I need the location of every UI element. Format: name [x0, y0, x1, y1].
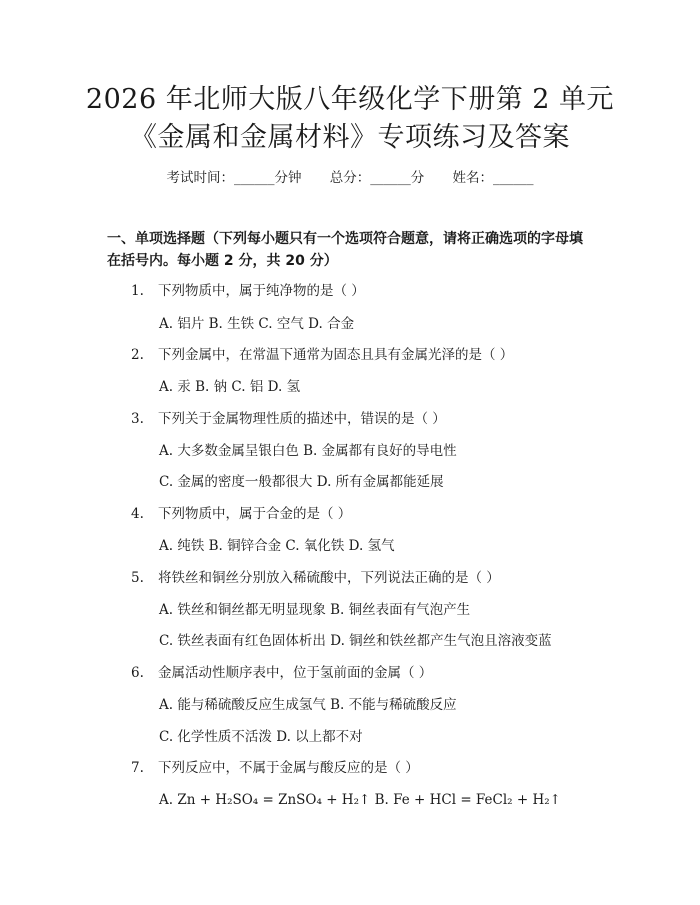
question-4-options: A. 纯铁 B. 铜锌合金 C. 氧化铁 D. 氢气	[159, 538, 395, 554]
total-score-field: 总分：______分	[329, 170, 425, 186]
question-text: 下列物质中，属于合金的是（ ）	[158, 506, 352, 522]
question-1-options: A. 铝片 B. 生铁 C. 空气 D. 合金	[159, 316, 355, 332]
question-number: 6.	[131, 665, 144, 681]
question-2	[131, 345, 513, 365]
question-3-options-line-2: C. 金属的密度一般都很大 D. 所有金属都能延展	[159, 474, 444, 490]
question-3-options-line-1: A. 大多数金属呈银白色 B. 金属都有良好的导电性	[159, 443, 457, 459]
question-3	[131, 409, 446, 429]
question-number: 4.	[131, 506, 144, 522]
question-number: 3.	[131, 411, 144, 427]
exam-meta	[0, 168, 700, 188]
section-heading: 一、单项选择题（下列每小题只有一个选项符合题意，请将正确选项的字母填在括号内。每小题 2 分，共 20 分）	[107, 231, 583, 269]
question-text: 下列物质中，属于纯净物的是（ ）	[158, 283, 365, 299]
question-2-options: A. 汞 B. 钠 C. 铝 D. 氢	[159, 379, 301, 395]
question-6-options-line-2: C. 化学性质不活泼 D. 以上都不对	[159, 729, 363, 745]
question-number: 5.	[131, 570, 144, 586]
question-text: 金属活动性顺序表中，位于氢前面的金属（ ）	[158, 665, 433, 681]
student-name-field: 姓名：______	[452, 170, 534, 186]
question-text: 下列反应中，不属于金属与酸反应的是（ ）	[158, 760, 419, 776]
question-7-options: A. Zn + H₂SO₄ = ZnSO₄ + H₂↑ B. Fe + HCl = FeCl₂ + H₂↑	[159, 792, 561, 808]
question-number: 2.	[131, 347, 144, 363]
question-text: 将铁丝和铜丝分别放入稀硫酸中，下列说法正确的是（ ）	[158, 570, 500, 586]
question-text: 下列金属中，在常温下通常为固态且具有金属光泽的是（ ）	[158, 347, 514, 363]
question-6-options-line-1: A. 能与稀硫酸反应生成氢气 B. 不能与稀硫酸反应	[159, 697, 457, 713]
page-title-line-1: 2026 年北师大版八年级化学下册第 2 单元	[85, 84, 615, 115]
question-number: 1.	[131, 283, 144, 299]
question-6	[131, 663, 432, 683]
question-7	[131, 758, 419, 778]
question-4	[131, 504, 351, 524]
page-title-line-2: 《金属和金属材料》专项练习及答案	[130, 122, 570, 153]
question-5	[131, 568, 500, 588]
question-5-options-line-2: C. 铁丝表面有红色固体析出 D. 铜丝和铁丝都产生气泡且溶液变蓝	[159, 633, 552, 649]
exam-time-field: 考试时间：______分钟	[166, 170, 302, 186]
question-number: 7.	[131, 760, 144, 776]
question-text: 下列关于金属物理性质的描述中，错误的是（ ）	[158, 411, 446, 427]
question-1	[131, 281, 365, 301]
question-5-options-line-1: A. 铁丝和铜丝都无明显现象 B. 铜丝表面有气泡产生	[159, 602, 471, 618]
